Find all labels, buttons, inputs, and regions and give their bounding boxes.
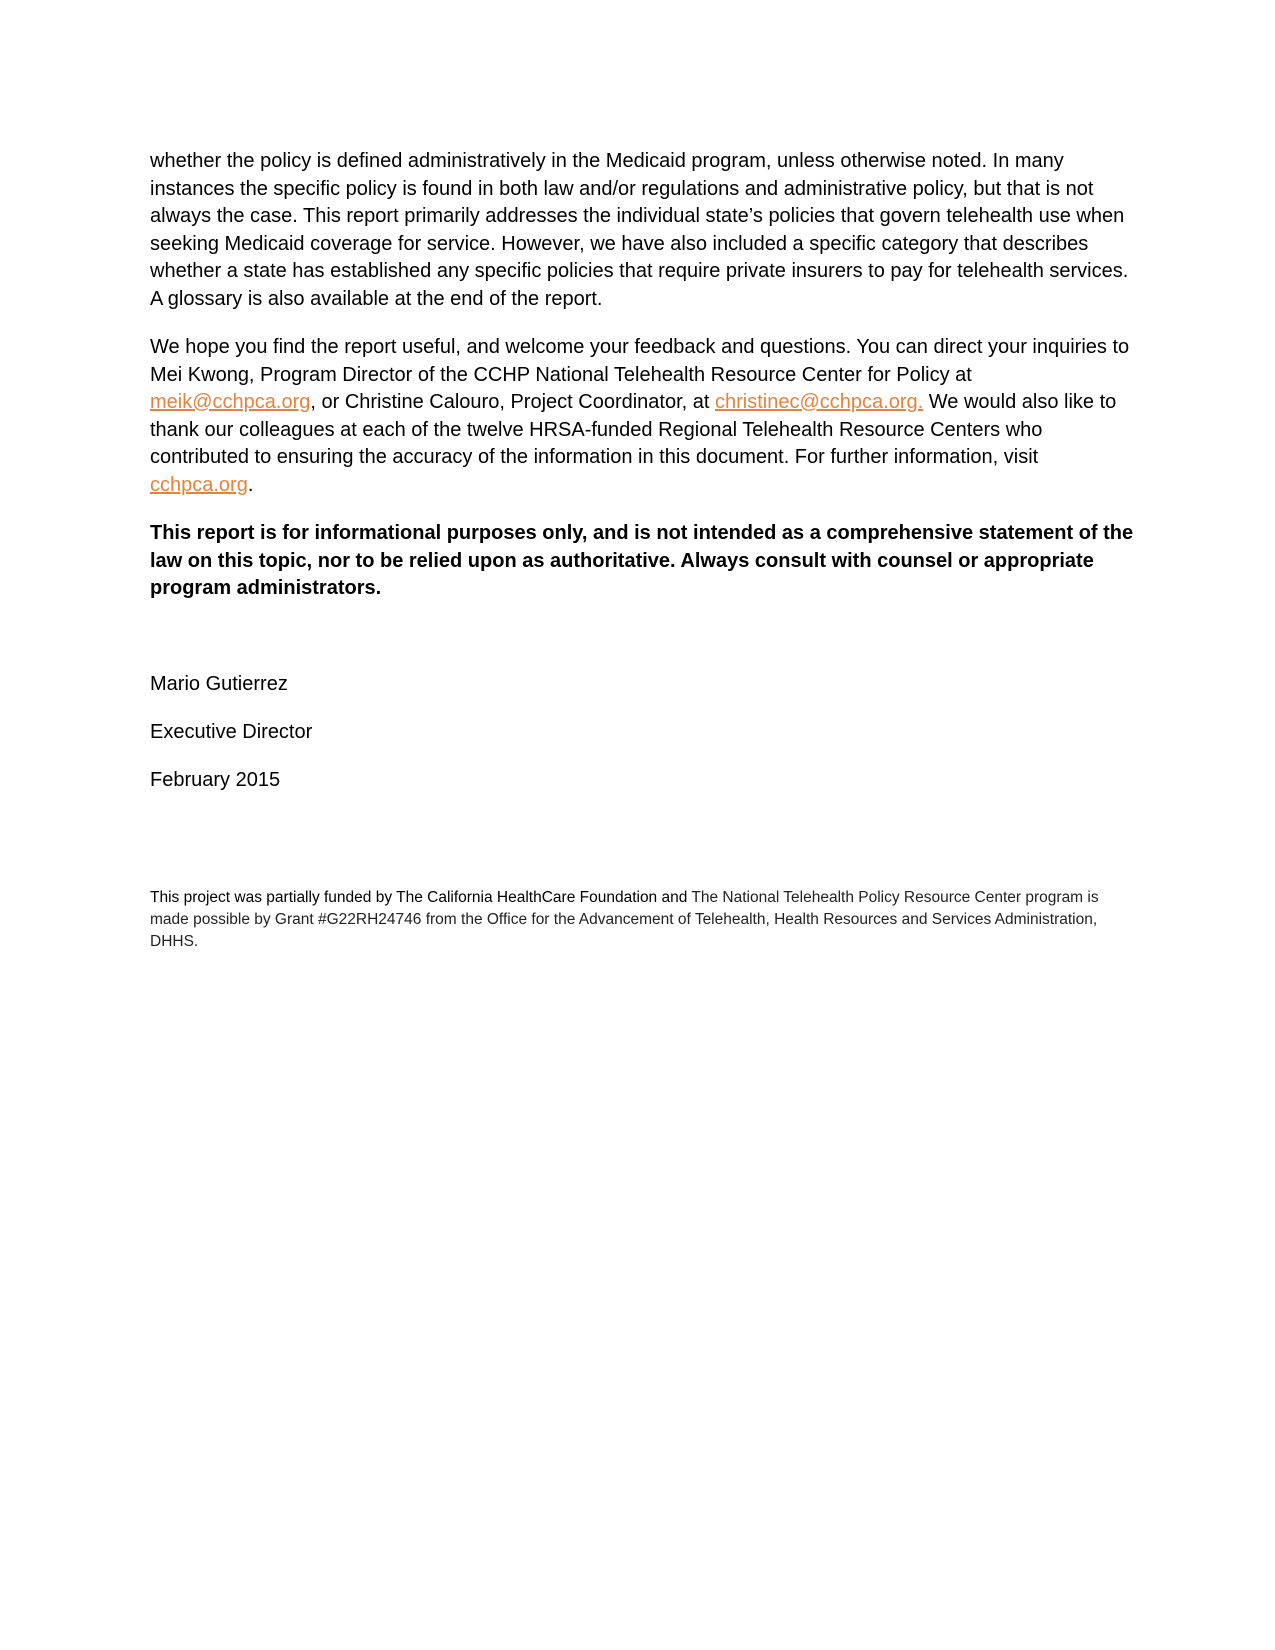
email-link-meik[interactable]: meik@cchpca.org (150, 391, 311, 413)
email-link-christinec[interactable]: christinec@cchpca.org. (715, 391, 924, 413)
contact-text-3: We would also like to thank our colleagues at each of the twelve HRSA-funded Regional Telehealth Resource Centers who contributed to ensuring the accuracy of the information in this document. For further information, visit (150, 391, 1117, 468)
contact-text-2: , or Christine Calouro, Project Coordinator, at (310, 391, 716, 413)
contact-text-4: . (247, 473, 254, 496)
contact-paragraph (150, 334, 1135, 499)
document-page (150, 148, 1135, 953)
signature-name: Mario Gutierrez (150, 672, 288, 695)
disclaimer-paragraph: This report is for informational purposes only, and is not intended as a comprehensive statement of the law on this topic, nor to be relied upon as authoritative. Always consult with counsel or appropriate program administrators. (150, 522, 1134, 599)
signature-title: Executive Director (150, 720, 313, 743)
funding-footnote-part-1: This project was partially funded by The California HealthCare Foundation and (150, 888, 692, 906)
funding-footnote (150, 887, 1135, 953)
contact-text-1: We hope you find the report useful, and welcome your feedback and questions. You can direct your inquiries to Mei Kwong, Program Director of the CCHP National Telehealth Resource Center for Policy at (150, 336, 1130, 386)
funding-footnote-part-2: The National Telehealth Policy Resource Center program is made possible by Grant #G22RH24746 from the Office for the Advancement of Telehealth, Health Resources and Services Administration, DHHS. (150, 888, 1099, 950)
signature-block (150, 671, 1135, 794)
signature-date: February 2015 (150, 768, 281, 791)
intro-paragraph: whether the policy is defined administratively in the Medicaid program, unless otherwise noted. In many instances the specific policy is found in both law and/or regulations and administrative policy, but that is not always the case. This report primarily addresses the individual state’s policies that govern telehealth use when seeking Medicaid coverage for service. However, we have also included a specific category that describes whether a state has established any specific policies that require private insurers to pay for telehealth services. A glossary is also available at the end of the report. (150, 150, 1129, 310)
website-link[interactable]: cchpca.org (150, 473, 248, 496)
